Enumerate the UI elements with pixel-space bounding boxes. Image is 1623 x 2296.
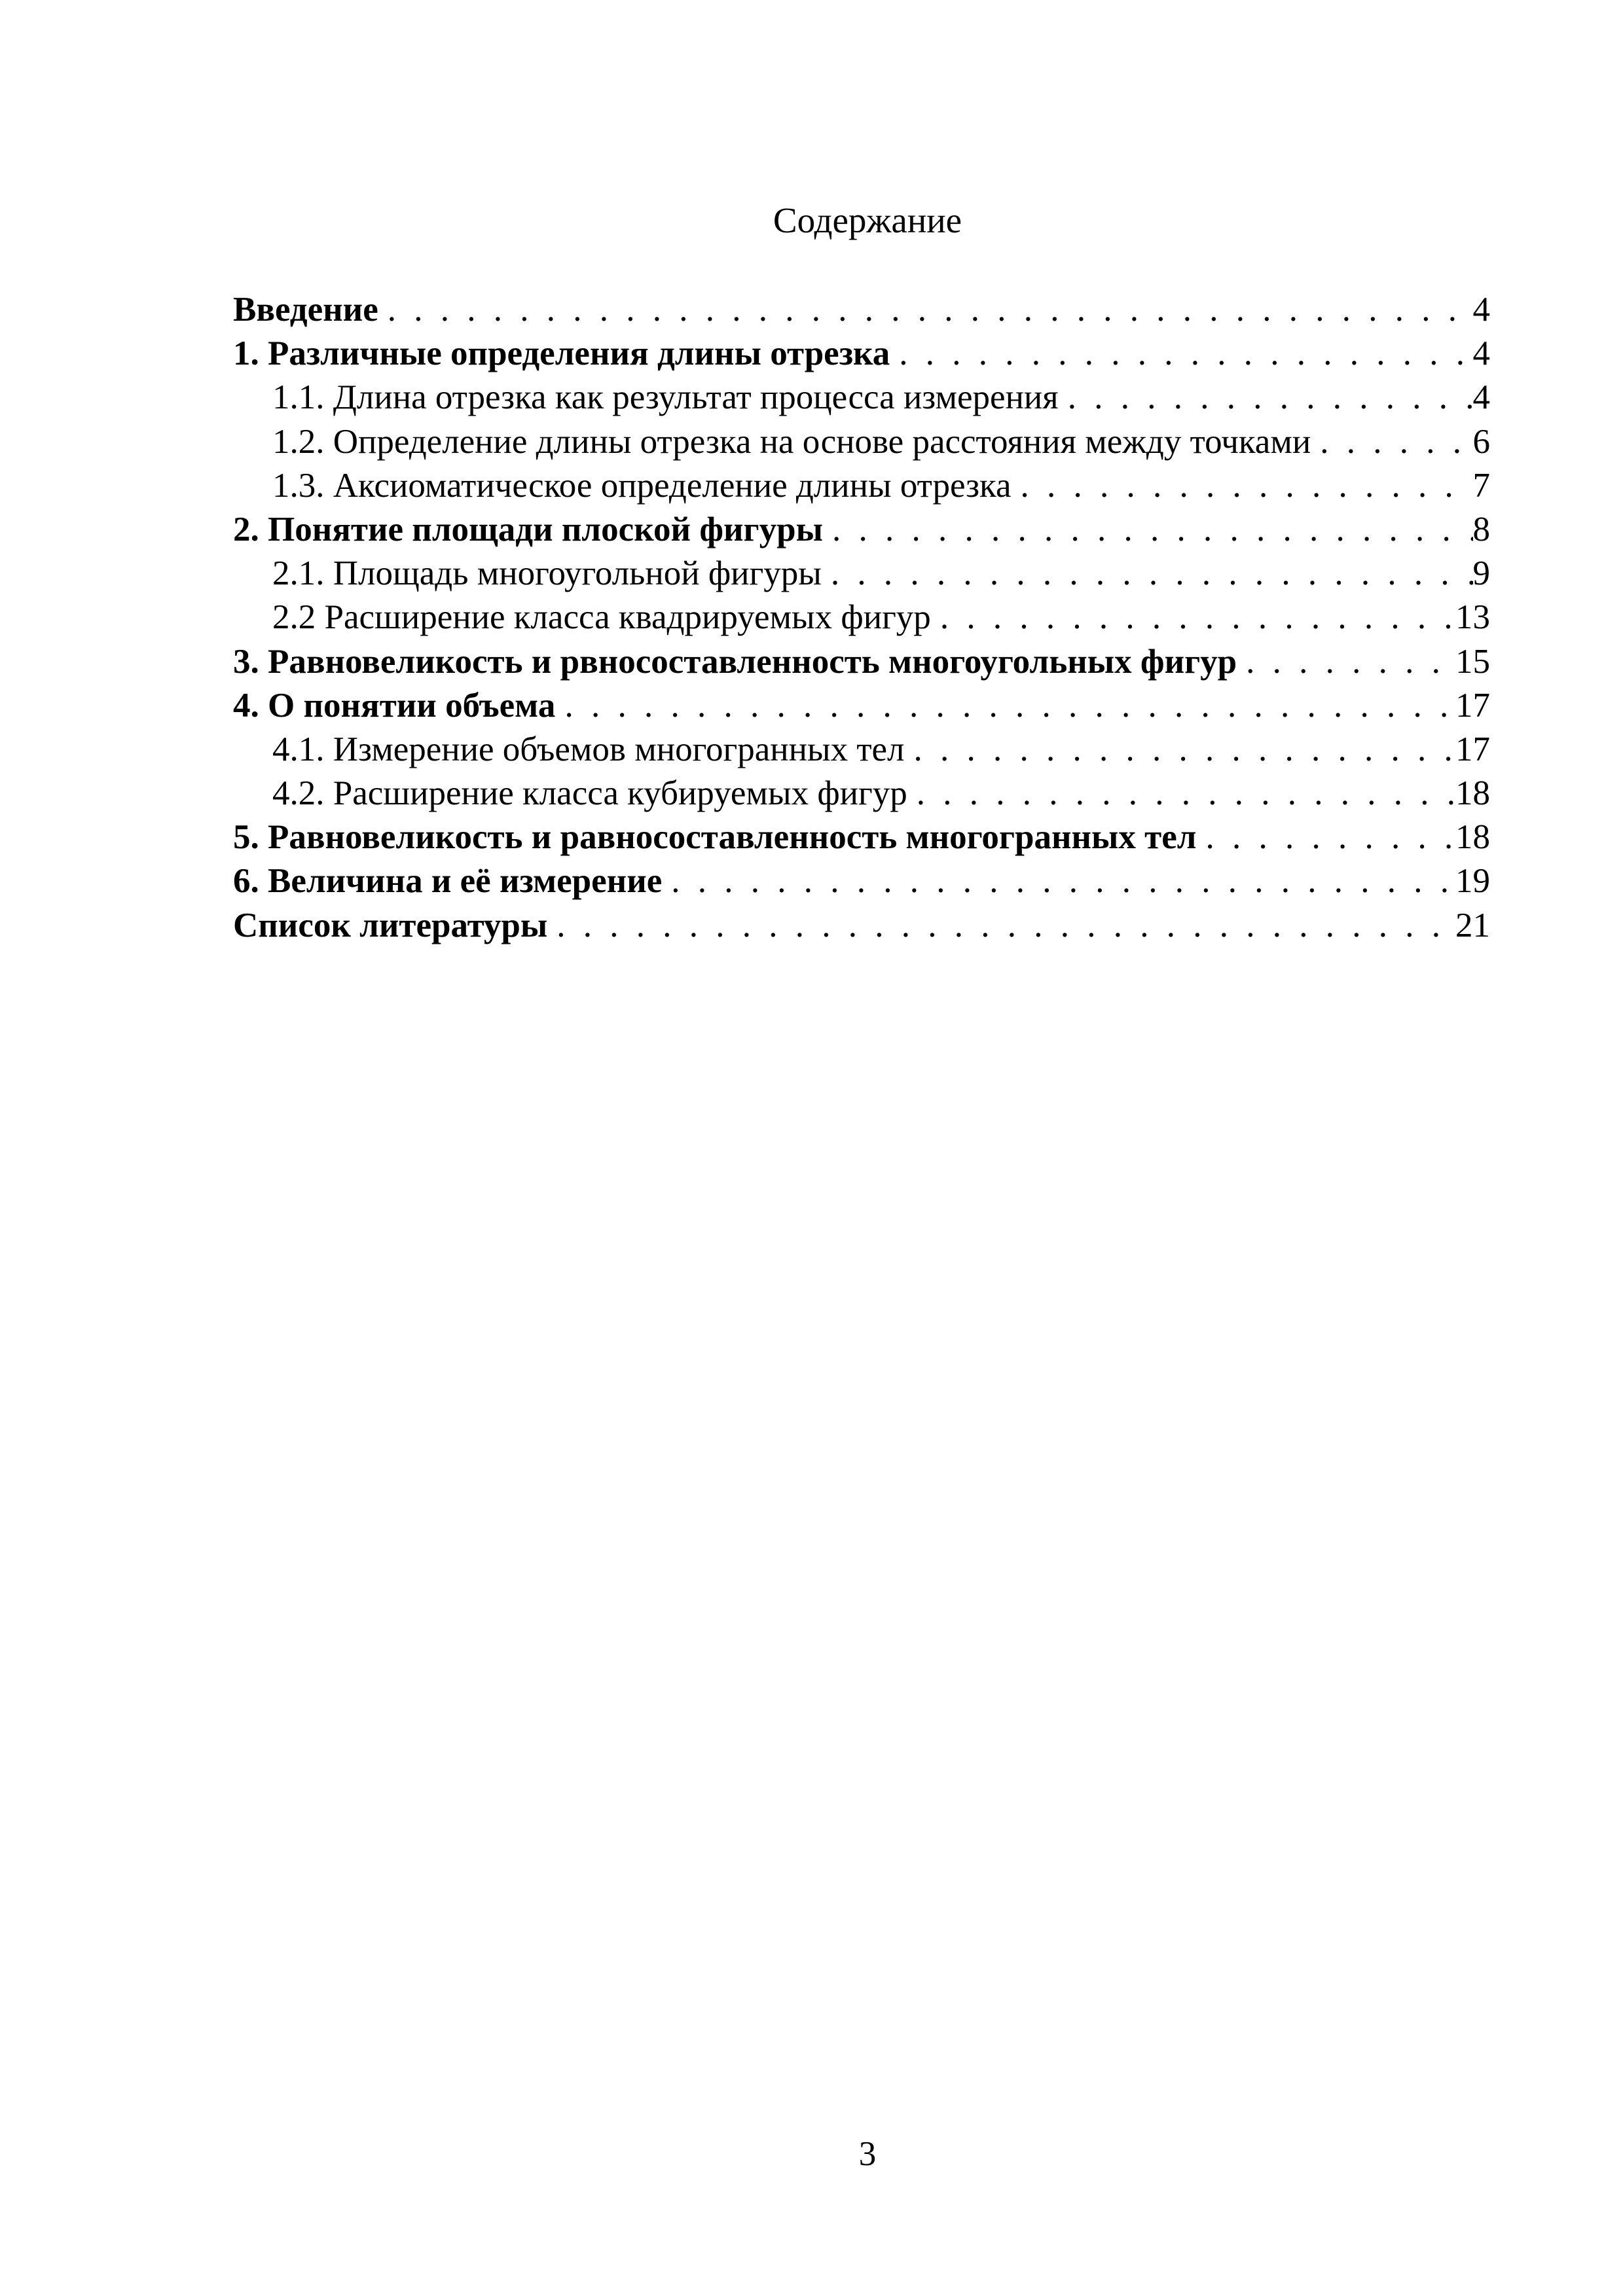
toc-entry-label: 6. Величина и её измерение [233, 862, 663, 901]
toc-entry[interactable] [233, 728, 1490, 772]
toc-entry-label: 2. Понятие площади плоской фигуры [233, 510, 823, 548]
toc-leader-dots [890, 332, 1472, 376]
table-of-contents [233, 288, 1490, 948]
toc-entry-label: 4. О понятии объема [233, 686, 556, 725]
toc-leader-dots [931, 596, 1455, 639]
toc-leader-dots [1059, 376, 1473, 420]
toc-entry-page: 17 [1455, 730, 1490, 768]
toc-entry[interactable] [233, 596, 1490, 639]
toc-entry-label: 2.2 Расширение класса квадрируемых фигур [272, 598, 931, 637]
toc-entry-page: 4 [1472, 334, 1490, 373]
toc-entry[interactable] [233, 904, 1490, 948]
toc-leader-dots [555, 684, 1455, 728]
toc-entry-page: 13 [1455, 598, 1490, 637]
toc-entry-label: 5. Равновеликость и равносоставленность многогранных тел [233, 818, 1197, 857]
toc-entry-label: Список литературы [233, 906, 548, 944]
toc-entry-label: Введение [233, 291, 378, 329]
toc-entry-page: 21 [1455, 906, 1490, 944]
toc-entry-label: 4.1. Измерение объемов многогранных тел [272, 730, 905, 768]
toc-leader-dots [378, 288, 1473, 332]
toc-entry-label: 1.1. Длина отрезка как результат процесса измерения [272, 378, 1059, 417]
toc-entry-page: 18 [1455, 774, 1490, 813]
toc-leader-dots [1311, 420, 1472, 464]
toc-entry-page: 17 [1455, 686, 1490, 725]
toc-entry-page: 4 [1472, 378, 1490, 417]
toc-leader-dots [1237, 640, 1455, 684]
toc-entry-page: 4 [1472, 291, 1490, 329]
toc-entry-page: 8 [1472, 510, 1490, 548]
toc-entry-page: 6 [1472, 422, 1490, 461]
toc-entry-label: 1.3. Аксиоматическое определение длины отрезка [272, 466, 1012, 505]
toc-entry[interactable] [233, 684, 1490, 728]
toc-leader-dots [823, 508, 1473, 552]
toc-entry-label: 1.2. Определение длины отрезка на основе расстояния между точками [272, 422, 1311, 461]
toc-entry-label: 4.2. Расширение класса кубируемых фигур [272, 774, 907, 813]
toc-leader-dots [547, 904, 1455, 948]
toc-entry-label: 2.1. Площадь многоугольной фигуры [272, 554, 822, 593]
toc-entry-page: 18 [1455, 818, 1490, 857]
toc-leader-dots [822, 552, 1473, 596]
toc-entry-page: 15 [1455, 642, 1490, 681]
toc-title: Содержание [773, 200, 962, 240]
toc-entry-page: 7 [1472, 466, 1490, 505]
toc-entry[interactable] [233, 859, 1490, 903]
toc-entry[interactable] [233, 552, 1490, 596]
toc-entry[interactable] [233, 772, 1490, 816]
toc-entry[interactable] [233, 332, 1490, 376]
toc-leader-dots [905, 728, 1456, 772]
toc-leader-dots [662, 859, 1455, 903]
toc-entry[interactable] [233, 376, 1490, 420]
toc-entry-label: 1. Различные определения длины отрезка [233, 334, 890, 373]
toc-entry[interactable] [233, 508, 1490, 552]
toc-entry[interactable] [233, 288, 1490, 332]
toc-entry-page: 9 [1472, 554, 1490, 593]
toc-entry[interactable] [233, 464, 1490, 508]
page-number: 3 [858, 2135, 877, 2173]
toc-leader-dots [1012, 464, 1473, 508]
toc-leader-dots [907, 772, 1455, 816]
toc-entry[interactable] [233, 816, 1490, 859]
toc-entry[interactable] [233, 420, 1490, 464]
toc-entry-label: 3. Равновеликость и рвносоставленность многоугольных фигур [233, 642, 1237, 681]
toc-entry[interactable] [233, 640, 1490, 684]
toc-entry-page: 19 [1455, 862, 1490, 901]
toc-leader-dots [1196, 816, 1455, 859]
